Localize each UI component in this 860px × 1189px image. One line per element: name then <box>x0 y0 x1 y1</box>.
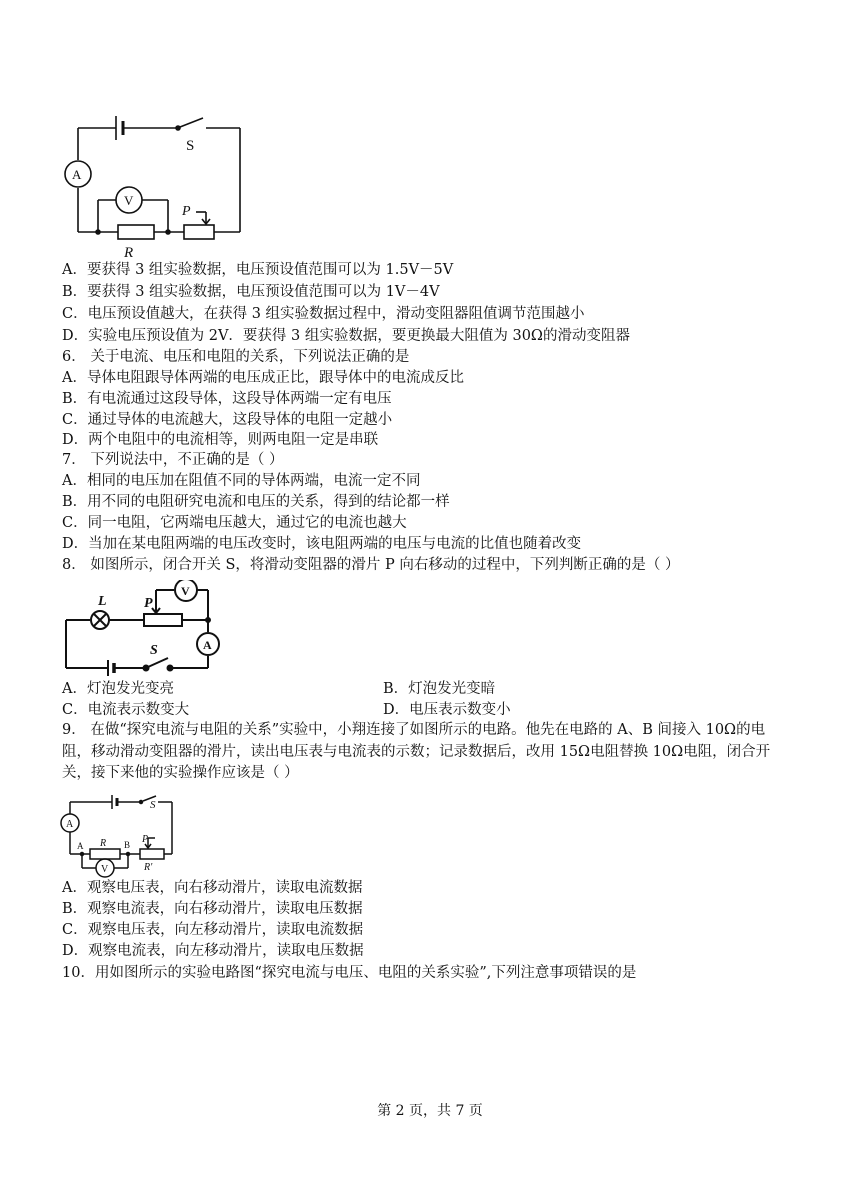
switch-label: S <box>186 138 195 154</box>
circuit-diagram-2 <box>60 580 230 680</box>
q9-option-a: A．观察电压表，向右移动滑片，读取电流数据 <box>62 880 363 896</box>
resistor-label: R <box>124 245 134 261</box>
slider-label: P <box>182 204 191 219</box>
q6-option-a: A．导体电阻跟导体两端的电压成正比，跟导体中的电流成反比 <box>62 370 464 386</box>
q6-option-c: C．通过导体的电流越大，这段导体的电阻一定越小 <box>62 412 393 428</box>
q5-option-d: D．实验电压预设值为 2V．要获得 3 组实验数据，要更换最大阻值为 30Ω的滑动变阻器 <box>62 328 630 344</box>
q5-option-a: A．要获得 3 组实验数据，电压预设值范围可以为 1.5V－5V <box>62 262 454 278</box>
q9-stem-line-3: 关，接下来他的实验操作应该是（ ） <box>62 765 299 781</box>
q7-option-a: A．相同的电压加在阻值不同的导体两端，电流一定不同 <box>62 473 421 489</box>
q9-stem-line-1: 9． 在做“探究电流与电阻的关系”实验中，小翔连接了如图所示的电路。他先在电路的 A、B 间接入 10Ω的电 <box>62 722 766 738</box>
q5-option-c: C．电压预设值越大，在获得 3 组实验数据过程中，滑动变阻器阻值调节范围越小 <box>62 306 585 322</box>
q8-stem: 8． 如图所示，闭合开关 S，将滑动变阻器的滑片 P 向右移动的过程中，下列判断正确的是（ ） <box>62 557 680 573</box>
q6-option-d: D．两个电阻中的电流相等，则两电阻一定是串联 <box>62 432 379 448</box>
lamp-label: L <box>98 594 107 609</box>
q9-option-b: B．观察电流表，向右移动滑片，读取电压数据 <box>62 901 363 917</box>
q6-option-b: B．有电流通过这段导体，这段导体两端一定有电压 <box>62 391 392 407</box>
ammeter-label: A <box>72 167 82 182</box>
rheostat-label: R' <box>144 862 153 873</box>
switch-label: S <box>150 643 158 658</box>
q9-option-d: D．观察电流表，向左移动滑片，读取电压数据 <box>62 943 364 959</box>
voltmeter-label: V <box>124 193 134 208</box>
slider-label: P <box>142 834 149 845</box>
q9-option-c: C．观察电压表，向左移动滑片，读取电流数据 <box>62 922 364 938</box>
page-footer: 第 2 页，共 7 页 <box>377 1103 483 1119</box>
slider-label: P <box>144 596 153 611</box>
q8-option-b: B．灯泡发光变暗 <box>383 681 496 697</box>
circuit-diagram-3 <box>60 792 190 882</box>
q8-option-c: C．电流表示数变大 <box>62 702 190 718</box>
voltmeter-label: V <box>101 864 109 875</box>
q9-stem-line-2: 阻，移动滑动变阻器的滑片，读出电压表与电流表的示数；记录数据后，改用 15Ω电阻替换 10Ω电阻，闭合开 <box>62 744 771 760</box>
q7-stem: 7． 下列说法中，不正确的是（ ） <box>62 452 284 468</box>
q8-option-a: A．灯泡发光变亮 <box>62 681 174 697</box>
ammeter-label: A <box>66 819 74 830</box>
q7-option-d: D．当加在某电阻两端的电压改变时，该电阻两端的电压与电流的比值也随着改变 <box>62 536 582 552</box>
q5-option-b: B．要获得 3 组实验数据，电压预设值范围可以为 1V－4V <box>62 284 440 300</box>
circuit-diagram-1 <box>58 112 258 262</box>
q7-option-b: B．用不同的电阻研究电流和电压的关系，得到的结论都一样 <box>62 494 450 510</box>
q10-stem: 10．用如图所示的实验电路图“探究电流与电压、电阻的关系实验”,下列注意事项错误的是 <box>62 965 637 981</box>
q8-option-d: D．电压表示数变小 <box>383 702 511 718</box>
q6-stem: 6． 关于电流、电压和电阻的关系，下列说法正确的是 <box>62 349 410 365</box>
voltmeter-label: V <box>181 584 190 598</box>
q7-option-c: C．同一电阻，它两端电压越大，通过它的电流也越大 <box>62 515 407 531</box>
ammeter-label: A <box>203 638 212 652</box>
switch-label: S <box>150 799 156 811</box>
point-a-label: A <box>77 841 84 851</box>
point-b-label: B <box>124 840 131 850</box>
resistor-label: R <box>100 838 107 849</box>
